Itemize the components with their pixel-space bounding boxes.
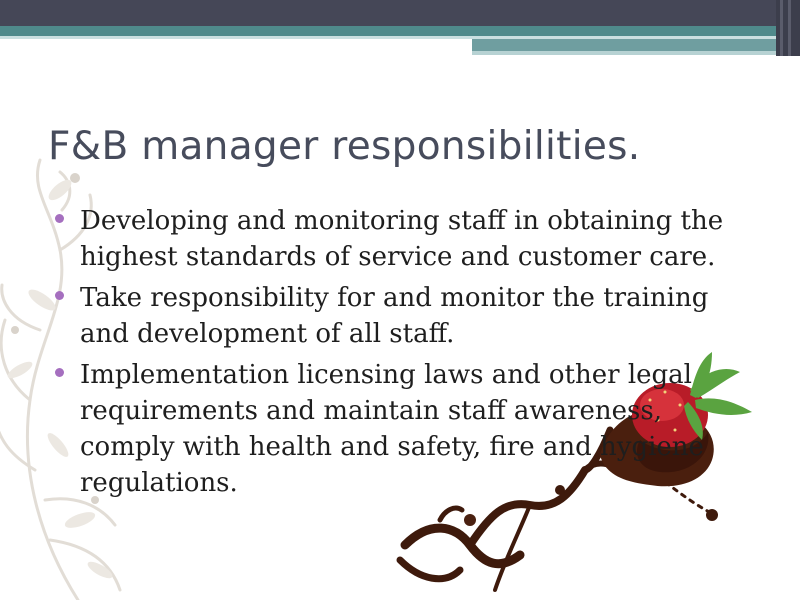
bullet-item [55,203,755,275]
bullet-dot-icon [55,214,64,223]
slide-title: F&B manager responsibilities. [48,124,641,169]
bullet-dot-icon [55,368,64,377]
bullet-item [55,280,755,352]
bullet-list [55,203,755,506]
bullet-text: Developing and monitoring staff in obtaining the highest standards of service and customer care. [80,206,724,272]
bullet-item [55,357,755,501]
bullet-dot-icon [55,291,64,300]
bullet-text: Take responsibility for and monitor the training and development of all staff. [80,283,709,349]
bullet-text: Implementation licensing laws and other legal requirements and maintain staff awareness, comply with health and safety, fire and hygiene regulations. [80,360,704,498]
